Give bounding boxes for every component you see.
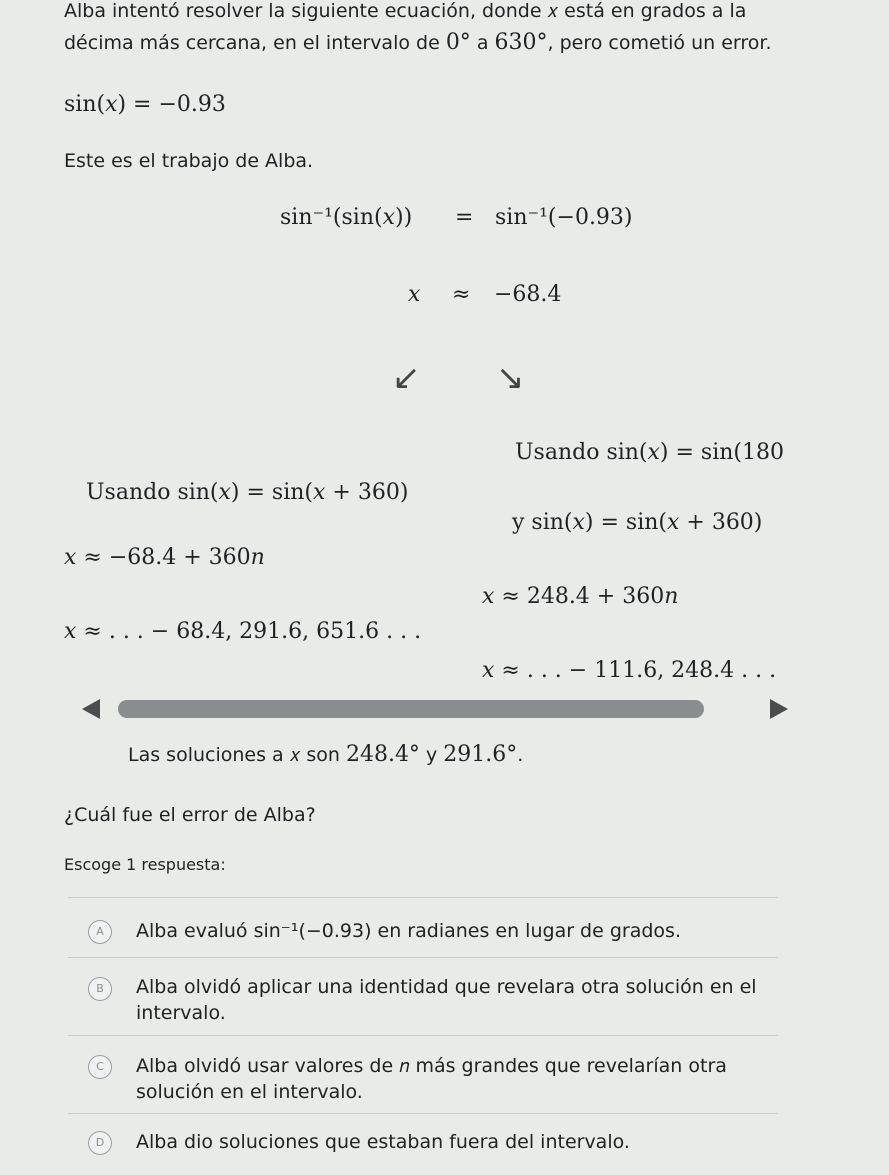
option-a[interactable] [136, 918, 681, 944]
option-b-text-line-1: Alba olvidó aplicar una identidad que revelara otra solución en el [136, 976, 757, 998]
option-b-radio[interactable] [88, 977, 112, 1001]
problem-line-2-suffix: , pero cometió un error. [547, 32, 772, 54]
option-d-text: Alba dio soluciones que estaban fuera del intervalo. [136, 1131, 630, 1153]
left-general: 𝑥 ≈ −68.4 + 360𝑛 [64, 545, 265, 570]
interval-start: 0° [445, 30, 471, 55]
question-text: ¿Cuál fue el error de Alba? [64, 804, 316, 826]
right-and: y sin(𝑥) = sin(𝑥 + 360) [512, 510, 763, 535]
option-c[interactable] [136, 1053, 727, 1105]
problem-line-2 [64, 30, 772, 56]
problem-line-2-prefix: décima más cercana, en el intervalo de [64, 32, 446, 54]
scroll-right-icon[interactable] [770, 699, 788, 719]
divider [68, 957, 778, 958]
arrow-down-left-icon: ↙ [392, 358, 421, 398]
option-a-letter: A [96, 925, 104, 938]
solution-2: 291.6° [443, 742, 518, 767]
interval-mid: a [470, 32, 495, 54]
solutions-and: y [419, 744, 444, 766]
right-general: 𝑥 ≈ 248.4 + 360𝑛 [482, 584, 679, 609]
option-c-letter: C [96, 1060, 104, 1073]
arrow-down-right-icon: ↘ [496, 358, 525, 398]
divider [68, 1035, 778, 1036]
solution-1: 248.4° [345, 742, 420, 767]
step2-left: 𝑥 [408, 282, 421, 307]
solutions-end: . [517, 744, 524, 766]
option-c-text-line-2: solución en el intervalo. [136, 1081, 363, 1103]
solutions-line [128, 742, 523, 768]
left-using: Usando sin(𝑥) = sin(𝑥 + 360) [86, 480, 409, 505]
option-d-letter: D [95, 1136, 105, 1149]
option-a-text: Alba evaluó sin⁻¹(−0.93) en radianes en lugar de grados. [136, 920, 681, 942]
equation: sin(𝑥) = −0.93 [64, 92, 226, 117]
step1-right: sin⁻¹(−0.93) [495, 205, 633, 230]
interval-end: 630° [494, 30, 548, 55]
right-using: Usando sin(𝑥) = sin(180 [515, 440, 784, 465]
divider [68, 1113, 778, 1114]
option-c-radio[interactable] [88, 1055, 112, 1079]
option-d-radio[interactable] [88, 1131, 112, 1155]
option-d[interactable] [136, 1129, 630, 1155]
horizontal-scrollbar[interactable] [118, 700, 704, 718]
step2-eq: ≈ [452, 282, 471, 307]
step1-left: sin⁻¹(sin(𝑥)) [280, 205, 413, 230]
option-b[interactable] [136, 974, 757, 1026]
option-c-text-line-1: Alba olvidó usar valores de 𝑛 más grandes que revelarían otra [136, 1055, 727, 1077]
step2-right: −68.4 [494, 282, 562, 307]
option-b-letter: B [96, 982, 104, 995]
work-intro: Este es el trabajo de Alba. [64, 150, 314, 172]
right-values: 𝑥 ≈ . . . − 111.6, 248.4 . . . [482, 658, 777, 683]
divider [68, 897, 778, 898]
option-b-text-line-2: intervalo. [136, 1002, 226, 1024]
problem-line-1: Alba intentó resolver la siguiente ecuación, donde 𝑥 está en grados a la [64, 0, 747, 22]
left-values: 𝑥 ≈ . . . − 68.4, 291.6, 651.6 . . . [64, 619, 422, 644]
step1-eq: = [455, 205, 474, 230]
solutions-prefix: Las soluciones a 𝑥 son [128, 744, 346, 766]
scroll-left-icon[interactable] [82, 699, 100, 719]
choose-instruction: Escoge 1 respuesta: [64, 855, 226, 874]
option-a-radio[interactable] [88, 920, 112, 944]
